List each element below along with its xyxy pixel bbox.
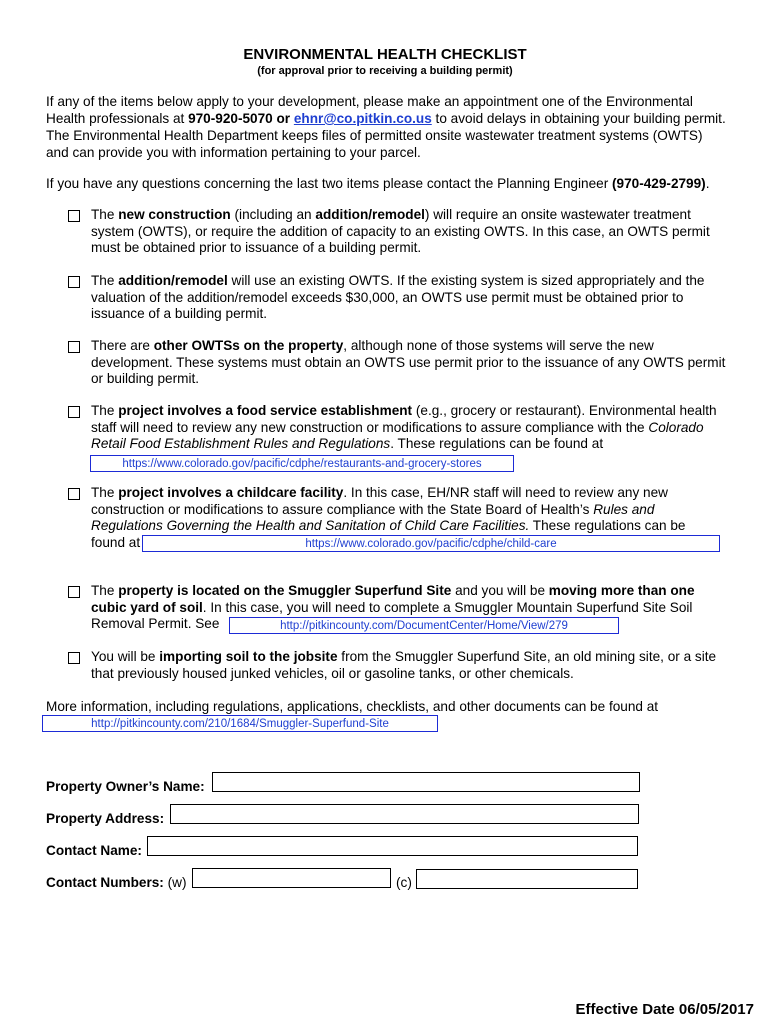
owner-name-input[interactable] bbox=[212, 772, 640, 792]
checkbox-smuggler-site[interactable] bbox=[68, 586, 80, 598]
checkbox-food-service[interactable] bbox=[68, 406, 80, 418]
item-text: The bbox=[91, 583, 119, 598]
superfund-site-url[interactable]: http://pitkincounty.com/210/1684/Smuggler-Superfund-Site bbox=[42, 715, 438, 732]
owner-name-label: Property Owner’s Name: bbox=[46, 779, 205, 794]
item-bold: importing soil to the jobsite bbox=[159, 649, 338, 664]
item-bold: new construction bbox=[118, 207, 231, 222]
item-food-service bbox=[91, 403, 731, 453]
item-text: The bbox=[91, 207, 119, 222]
item-bold: project involves a food service establishment bbox=[118, 403, 413, 418]
item-new-construction bbox=[91, 207, 731, 257]
item-bold: project involves a childcare facility bbox=[118, 485, 344, 500]
item-text: and you will be bbox=[451, 583, 549, 598]
item-text: . In this case, you will need to complete a Smuggler Mountain Superfund Site Soil Removal Permit. See bbox=[91, 599, 693, 632]
item-text: . These regulations can be found at bbox=[390, 436, 604, 452]
item-text: from the Smuggler Superfund Site, an old mining site, or a site that previously housed junked vehicles, oil or gasoline tanks, or other chemicals. bbox=[91, 649, 717, 681]
item-text: You will be bbox=[91, 649, 160, 664]
item-text: . In this case, EH/NR staff will need to review any new construction or modifications to assure compliance with the State Board of Health’s bbox=[91, 485, 668, 517]
item-bold: property is located on the Smuggler Superfund Site bbox=[118, 583, 452, 598]
planning-phone: (970-429-2799) bbox=[612, 176, 706, 191]
effective-date: Effective Date 06/05/2017 bbox=[575, 1001, 754, 1018]
work-label: (w) bbox=[163, 875, 187, 890]
page-subtitle: (for approval prior to receiving a building permit) bbox=[257, 65, 513, 77]
food-regulations-url[interactable]: https://www.colorado.gov/pacific/cdphe/restaurants-and-grocery-stores bbox=[90, 455, 514, 472]
property-address-label: Property Address: bbox=[46, 811, 165, 826]
email-link[interactable]: ehnr@co.pitkin.co.us bbox=[293, 111, 432, 126]
planning-paragraph bbox=[46, 175, 726, 192]
checkbox-childcare[interactable] bbox=[68, 488, 80, 500]
planning-period: . bbox=[705, 176, 710, 191]
item-text: ) will require an onsite wastewater treatment system (OWTS), or require the addition of capacity to an existing OWTS. In this case, an OWTS permit must be obtained prior to issuance of a building permit. bbox=[91, 207, 710, 256]
intro-paragraph bbox=[46, 93, 726, 161]
intro-text-b: to avoid delays in obtaining your building permit. The Environmental Health Department keeps files of permitted onsite wastewater treatment systems (OWTS) and can provide you with information pertaining to your parcel. bbox=[46, 111, 726, 160]
item-bold: moving more than one cubic yard of soil bbox=[91, 583, 695, 615]
item-bold: other OWTSs on the property bbox=[153, 338, 344, 353]
page-title: ENVIRONMENTAL HEALTH CHECKLIST bbox=[243, 46, 527, 63]
item-text: will use an existing OWTS. If the existing system is sized appropriately and the valuation of the addition/remodel exceeds $30,000, an OWTS use permit must be obtained prior to issuance of a building permit. bbox=[91, 273, 705, 322]
item-italic: Colorado Retail Food Establishment Rules and Regulations bbox=[91, 419, 704, 452]
item-other-owts bbox=[91, 338, 731, 388]
checkbox-addition-remodel[interactable] bbox=[68, 276, 80, 288]
item-bold: addition/remodel bbox=[118, 273, 228, 288]
item-text: There are bbox=[91, 338, 154, 353]
cell-label: (c) bbox=[396, 875, 412, 890]
cell-phone-input[interactable] bbox=[416, 869, 638, 889]
soil-permit-url[interactable]: http://pitkincounty.com/DocumentCenter/Home/View/279 bbox=[229, 617, 619, 634]
work-phone-input[interactable] bbox=[192, 868, 391, 888]
item-text: (e.g., grocery or restaurant). Environmental health staff will need to review any new construction or modifications to assure compliance with the bbox=[91, 403, 717, 435]
item-importing-soil bbox=[91, 649, 731, 682]
contact-numbers-label bbox=[46, 875, 186, 890]
contact-name-label: Contact Name: bbox=[46, 843, 142, 858]
checkbox-new-construction[interactable] bbox=[68, 210, 80, 222]
item-text: The bbox=[91, 403, 119, 418]
item-text: (including an bbox=[230, 207, 316, 222]
checkbox-other-owts[interactable] bbox=[68, 341, 80, 353]
contact-name-input[interactable] bbox=[147, 836, 638, 856]
contact-numbers-text: Contact Numbers: bbox=[46, 875, 164, 890]
property-address-input[interactable] bbox=[170, 804, 639, 824]
item-text: The bbox=[91, 485, 119, 500]
childcare-regulations-url[interactable]: https://www.colorado.gov/pacific/cdphe/child-care bbox=[142, 535, 720, 552]
planning-text: If you have any questions concerning the last two items please contact the Planning Engineer bbox=[46, 176, 612, 191]
item-text: , although none of those systems will serve the new development. These systems must obtain an OWTS use permit prior to the issuance of any OWTS permit or building permit. bbox=[91, 338, 726, 387]
item-text: The bbox=[91, 273, 119, 288]
item-italic: Rules and Regulations Governing the Health and Sanitation of Child Care Facilities. bbox=[91, 501, 655, 534]
item-bold: addition/remodel bbox=[315, 207, 425, 222]
checkbox-importing-soil[interactable] bbox=[68, 652, 80, 664]
intro-text-a: If any of the items below apply to your development, please make an appointment one of the Environmental Health professionals at bbox=[46, 94, 693, 126]
intro-phone: 970-920-5070 or bbox=[188, 111, 291, 126]
item-text: These regulations can be found at bbox=[91, 518, 686, 550]
more-info-text: More information, including regulations, applications, checklists, and other documents can be found at bbox=[46, 699, 659, 714]
item-addition-remodel bbox=[91, 273, 731, 323]
